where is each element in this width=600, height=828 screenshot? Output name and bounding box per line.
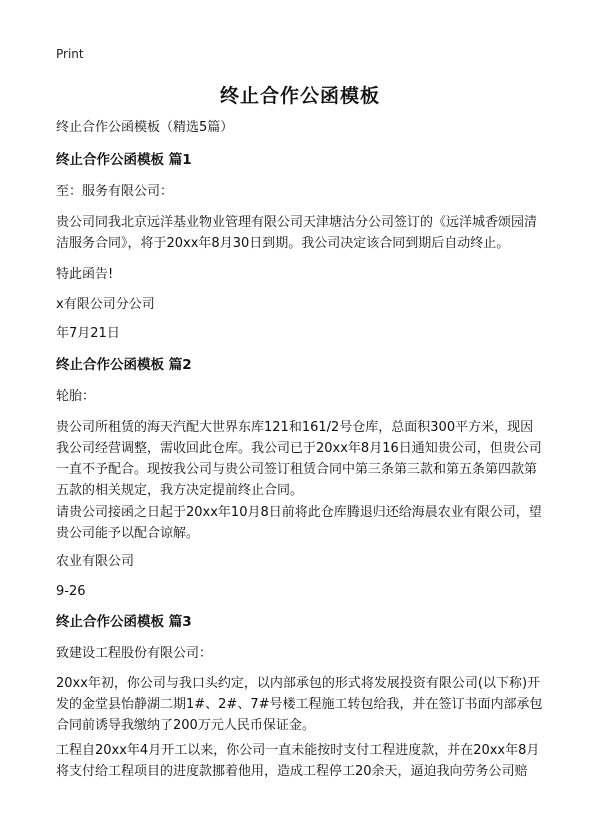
section-3-line-1: 致建设工程股份有限公司： — [56, 646, 213, 661]
print-label[interactable]: Print — [56, 47, 84, 61]
section-3-heading: 终止合作公函模板 篇3 — [56, 614, 192, 630]
section-1-line-2: 贵公司同我北京远洋基业物业管理有限公司天津塘沽分公司签订的《远洋城香颂园清洁服务合同》，将于20xx年8月30日到期。我公司决定该合同到期后自动终止。 — [56, 215, 538, 251]
section-3-line-3: 工程自20xx年4月开工以来，你公司一直未能按时支付工程进度款，并在20xx年8月将支付给工程项目的进度款挪着他用，造成工程停工20余天，逼迫我向劳务公司赔 — [56, 743, 540, 779]
section-2-heading: 终止合作公函模板 篇2 — [56, 357, 192, 373]
section-2-line-2: 贵公司所租赁的海天汽配大世界东库121和161/2号仓库，总面积300平方米，现因我公司经营调整，需收回此仓库。我公司已于20xx年8月16日通知贵公司，但贵公司一直不予配合。现按我公司与贵公司签订租赁合同中第三条第三款和第五条第四款第五款的相关规定，我方决定提前终止合同。 — [56, 420, 542, 498]
section-2-line-1: 轮胎： — [56, 389, 96, 404]
section-1-line-5: 年7月21日 — [56, 326, 120, 341]
section-2-line-3: 请贵公司接函之日起于20xx年10月8日前将此仓库腾退归还给海晨农业有限公司，望贵公司能予以配合谅解。 — [56, 505, 542, 541]
section-2-line-4: 农业有限公司 — [56, 554, 135, 569]
section-1-line-3: 特此函告! — [56, 267, 114, 282]
section-1-heading: 终止合作公函模板 篇1 — [56, 152, 192, 168]
section-1-line-1: 至：服务有限公司： — [56, 184, 174, 199]
document-subtitle: 终止合作公函模板（精选5篇） — [56, 120, 234, 135]
section-3-line-2: 20xx年初，你公司与我口头约定，以内部承包的形式将发展投资有限公司(以下称)开发的金堂县怡静湖二期1#、2#、7#号楼工程施工转包给我，并在签订书面内部承包合同前诱导我缴纳了200万元人民币保证金。 — [56, 676, 543, 733]
section-2-line-5: 9-26 — [56, 584, 86, 599]
document-title: 终止合作公函模板 — [219, 85, 380, 107]
section-1-line-4: x有限公司分公司 — [56, 297, 155, 312]
